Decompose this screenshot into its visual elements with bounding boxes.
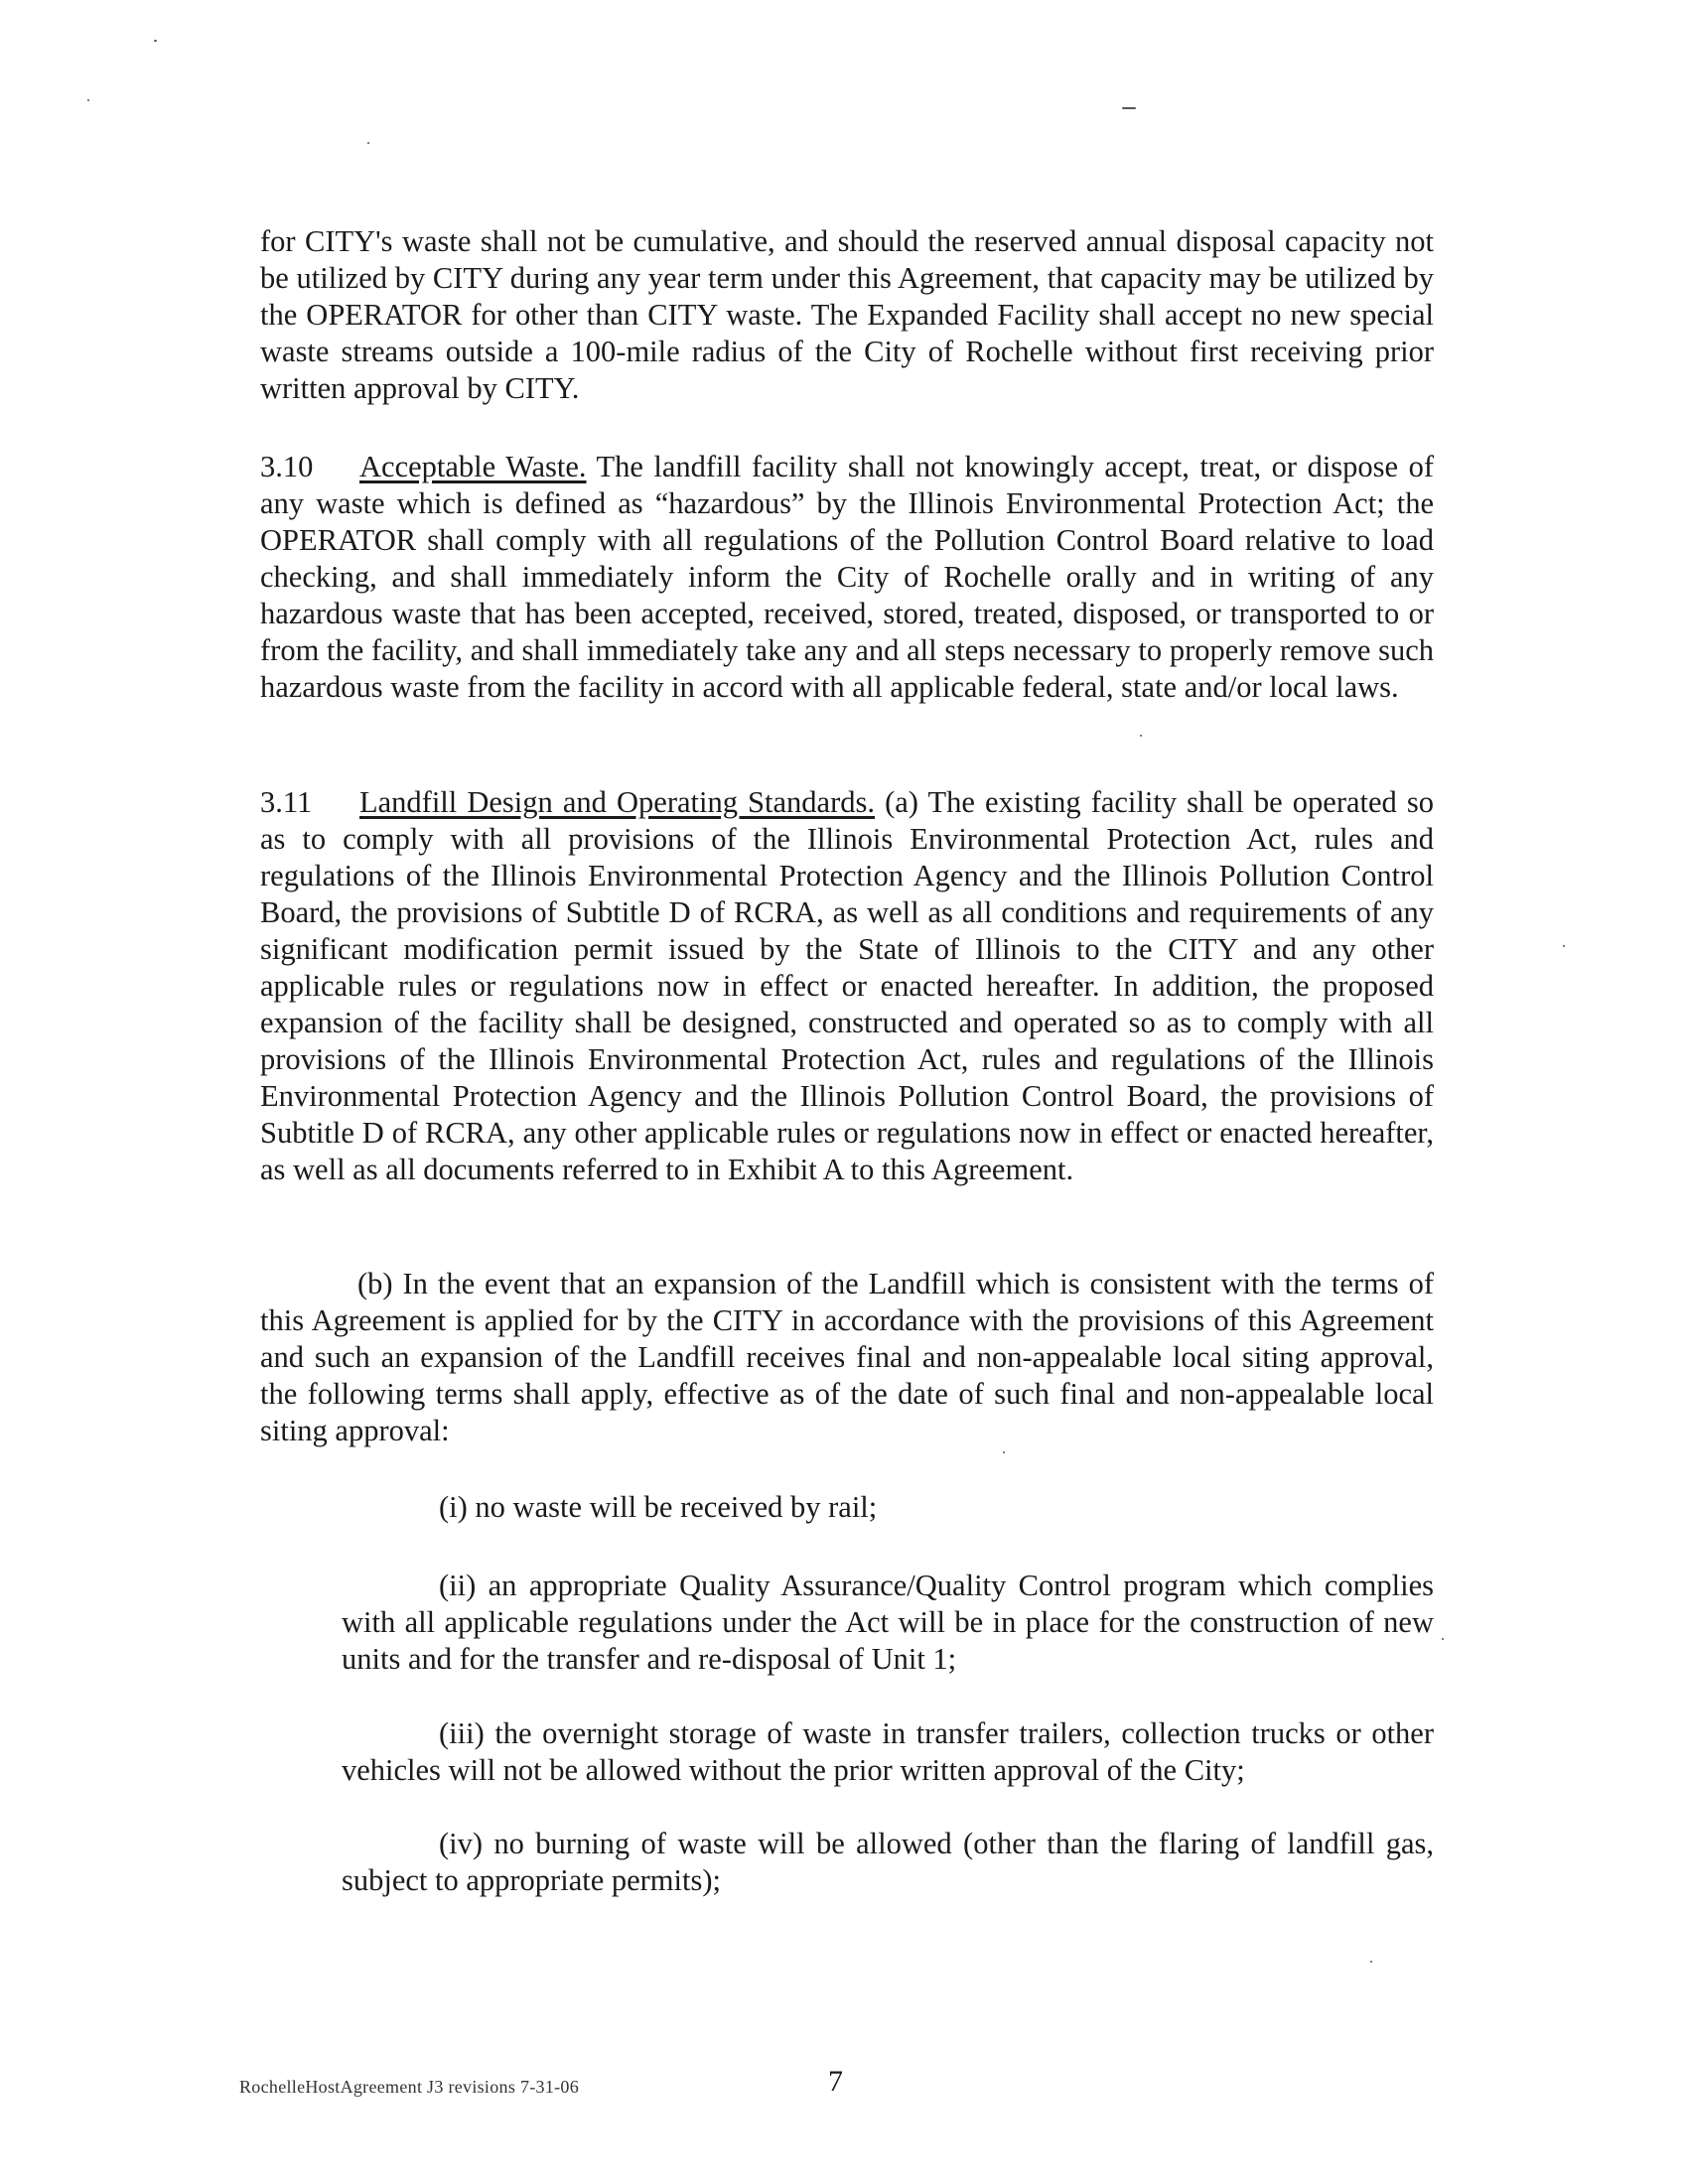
scan-speck — [1370, 1961, 1372, 1963]
scan-speck — [1122, 107, 1136, 109]
section-number: 3.10 — [260, 450, 314, 483]
scan-speck — [1003, 1451, 1005, 1453]
list-item: (iii) the overnight storage of waste in transfer trailers, collection trucks or other vehicles will not be allowed without the prior written approval of the City; — [342, 1716, 1434, 1787]
list-item: (ii) an appropriate Quality Assurance/Quality Control program which complies with all applicable regulations under the Act will be in place for the construction of new units and for the transfer and re-disposal of Unit 1; — [342, 1569, 1434, 1676]
section-heading: Acceptable Waste. — [359, 450, 587, 483]
scan-speck — [154, 40, 157, 42]
list-item: (i) no waste will be received by rail; — [439, 1490, 878, 1524]
list-item: (iv) no burning of waste will be allowed (other than the flaring of landfill gas, subject to appropriate permits); — [342, 1827, 1434, 1897]
section-3-11 — [260, 784, 1434, 1188]
scan-speck — [367, 142, 369, 144]
section-heading: Landfill Design and Operating Standards. — [359, 785, 875, 819]
scan-speck — [1442, 1638, 1444, 1640]
scan-speck — [87, 99, 89, 101]
scan-speck — [1563, 945, 1565, 947]
subsection-a-text: (a) The existing facility shall be operated so as to comply with all provisions of the Illinois Environmental Protection Act, rules and regulations of the Illinois Environmental Protection Agency and the Illinois Pollution Control Board, the provisions of Subtitle D of RCRA, as well as all conditions and requirements of any significant modification permit issued by the State of Illinois to the CITY and any other applicable rules or regulations now in effect or enacted hereafter. In addition, the proposed expansion of the facility shall be designed, constructed and operated so as to comply with all provisions of the Illinois Environmental Protection Act, rules and regulations of the Illinois Environmental Protection Agency and the Illinois Pollution Control Board, the provisions of Subtitle D of RCRA, any other applicable rules or regulations now in effect or enacted hereafter, as well as all documents referred to in Exhibit A to this Agreement. — [260, 785, 1434, 1186]
carryover-paragraph: for CITY's waste shall not be cumulative, and should the reserved annual disposal capacity not be utilized by CITY during any year term under this Agreement, that capacity may be utilized by the OPERATOR for other than CITY waste. The Expanded Facility shall accept no new special waste streams outside a 100-mile radius of the City of Rochelle without first receiving prior written approval by CITY. — [260, 224, 1434, 405]
footer-file-label: RochelleHostAgreement J3 revisions 7-31-06 — [239, 2077, 580, 2097]
subsection-b-paragraph: (b) In the event that an expansion of the Landfill which is consistent with the terms of this Agreement is applied for by the CITY in accordance with the provisions of this Agreement and such an expansion of the Landfill receives final and non-appealable local siting approval, the following terms shall apply, effective as of the date of such final and non-appealable local siting approval: — [260, 1267, 1434, 1447]
section-text: The landfill facility shall not knowingly accept, treat, or dispose of any waste which is defined as “hazardous” by the Illinois Environmental Protection Act; the OPERATOR shall comply with all regulations of the Pollution Control Board relative to load checking, and shall immediately inform the City of Rochelle orally and in writing of any hazardous waste that has been accepted, received, stored, treated, disposed, or transported to or from the facility, and shall immediately take any and all steps necessary to properly remove such hazardous waste from the facility in accord with all applicable federal, state and/or local laws. — [260, 450, 1434, 704]
page-number: 7 — [828, 2065, 843, 2098]
scan-speck — [1140, 735, 1142, 737]
section-3-10 — [260, 449, 1434, 706]
section-number: 3.11 — [260, 785, 313, 819]
